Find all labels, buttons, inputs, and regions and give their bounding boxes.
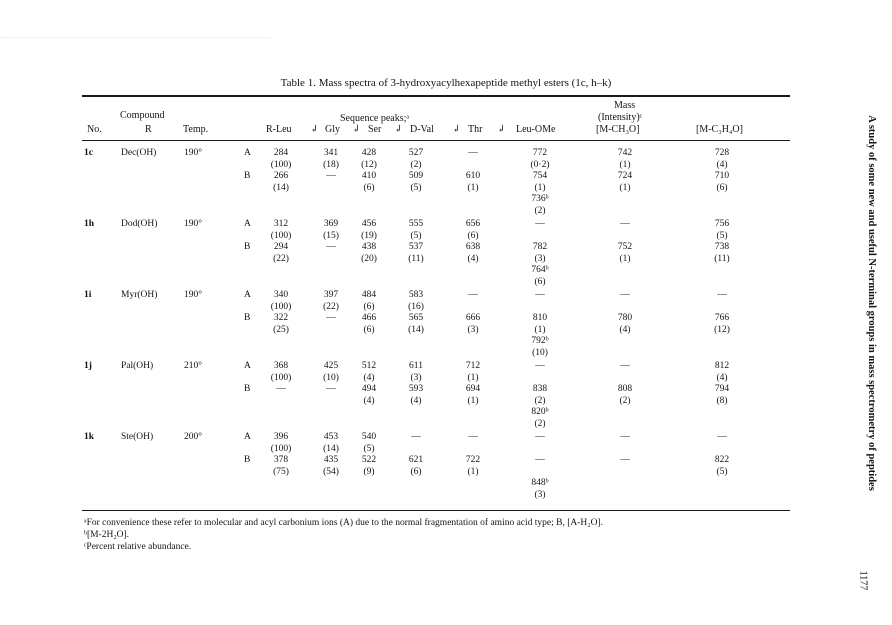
cell-no: 1h [84,219,95,229]
cell-d-val: (4) [410,396,422,406]
cell-m-ch3oh: (4) [619,325,631,335]
cell-m-ch3oh: — [620,361,630,371]
cell-m-c3h4o: 738 [714,242,730,252]
cell-leu-ome: 782 [532,242,548,252]
header-m-c3h4o: [M-C₃H₄O] [696,124,743,135]
cell-ser: (6) [363,183,375,193]
cell-thr: 694 [465,384,481,394]
cell-thr: 610 [465,171,481,181]
cell-gly: (14) [323,444,339,454]
cell-r-leu: (100) [270,373,292,383]
header-arrow-1: ↲ [310,124,319,135]
cell-ion-type: A [244,148,251,158]
header-gly: Gly [325,124,340,135]
cell-thr: — [468,290,478,300]
cell-ser: (6) [363,302,375,312]
cell-leu-ome: (2) [534,419,546,429]
cell-thr: 656 [465,219,481,229]
scan-artifact-line [0,37,270,39]
cell-m-c3h4o: (5) [716,467,728,477]
cell-d-val: 537 [408,242,424,252]
cell-r-leu: (14) [273,183,289,193]
cell-compound-r: Dod(OH) [121,219,158,229]
cell-m-c3h4o: (4) [716,160,728,170]
cell-d-val: (6) [410,467,422,477]
cell-m-c3h4o: (5) [716,231,728,241]
cell-no: 1k [84,432,95,442]
cell-m-c3h4o: (8) [716,396,728,406]
cell-m-ch3oh: — [620,219,630,229]
cell-d-val: 509 [408,171,424,181]
cell-ser: 512 [361,361,377,371]
cell-d-val: 555 [408,219,424,229]
header-compound: Compound [120,110,165,121]
cell-thr: (3) [467,325,479,335]
cell-leu-ome: — [535,361,545,371]
cell-m-c3h4o: 728 [714,148,730,158]
cell-thr: (1) [467,373,479,383]
cell-r-leu: 378 [273,455,289,465]
cell-gly: (10) [323,373,339,383]
header-thr: Thr [468,124,483,135]
cell-ion-type: B [244,313,251,323]
cell-ser: (6) [363,325,375,335]
cell-ser: 484 [361,290,377,300]
cell-m-c3h4o: (11) [714,254,730,264]
cell-r-leu: 396 [273,432,289,442]
header-m-ch3oh: [M-CH₃O] [596,124,640,135]
cell-m-ch3oh: (1) [619,254,631,264]
cell-ser: (19) [361,231,377,241]
cell-gly: — [326,242,336,252]
cell-leu-ome: (0·2) [530,160,550,170]
cell-d-val: 621 [408,455,424,465]
cell-m-c3h4o: (12) [714,325,730,335]
header-arrow-5: ↲ [497,124,506,135]
cell-leu-ome: (6) [534,277,546,287]
cell-ser: 410 [361,171,377,181]
cell-ser: (5) [363,444,375,454]
cell-d-val: 527 [408,148,424,158]
cell-compound-r: Myr(OH) [121,290,158,300]
header-intensity: (Intensity)ᶜ [598,112,643,123]
cell-m-ch3oh: 780 [617,313,633,323]
header-ser: Ser [368,124,382,135]
cell-gly: 453 [323,432,339,442]
cell-d-val: (5) [410,231,422,241]
cell-d-val: (3) [410,373,422,383]
header-sequence-peaks: Sequence peaks;ᵃ [340,113,410,124]
cell-m-c3h4o: — [717,290,727,300]
header-mass: Mass [614,100,636,111]
cell-leu-ome: 820ᵇ [531,407,549,417]
cell-leu-ome: 764ᵇ [531,265,549,275]
cell-r-leu: 312 [273,219,289,229]
cell-r-leu: (100) [270,231,292,241]
cell-r-leu: (100) [270,160,292,170]
header-r: R [145,124,152,135]
cell-m-c3h4o: — [717,432,727,442]
cell-ser: 456 [361,219,377,229]
cell-ion-type: B [244,171,251,181]
header-leu-ome: Leu-OMe [516,124,556,135]
cell-d-val: (14) [408,325,424,335]
cell-temp: 200° [184,432,203,442]
cell-r-leu: 266 [273,171,289,181]
cell-leu-ome: 754 [532,171,548,181]
table-title: Table 1. Mass spectra of 3-hydroxyacylhexapeptide methyl esters (1c, h–k) [280,77,612,89]
cell-r-leu: (75) [273,467,289,477]
cell-m-ch3oh: (1) [619,183,631,193]
cell-thr: — [468,148,478,158]
cell-gly: 341 [323,148,339,158]
cell-m-ch3oh: (2) [619,396,631,406]
cell-m-ch3oh: — [620,290,630,300]
cell-ser: 466 [361,313,377,323]
cell-r-leu: (25) [273,325,289,335]
cell-thr: (4) [467,254,479,264]
cell-ion-type: A [244,361,251,371]
cell-r-leu: 322 [273,313,289,323]
cell-m-ch3oh: — [620,432,630,442]
cell-r-leu: (100) [270,444,292,454]
cell-ser: 428 [361,148,377,158]
cell-gly: (15) [323,231,339,241]
cell-m-ch3oh: 724 [617,171,633,181]
cell-leu-ome: (3) [534,254,546,264]
cell-gly: — [326,171,336,181]
cell-thr: (1) [467,467,479,477]
cell-ion-type: B [244,455,251,465]
cell-d-val: (16) [408,302,424,312]
cell-d-val: (5) [410,183,422,193]
cell-ser: (4) [363,373,375,383]
cell-d-val: (2) [410,160,422,170]
cell-m-ch3oh: (1) [619,160,631,170]
header-arrow-4: ↲ [452,124,461,135]
header-arrow-3: ↲ [394,124,403,135]
cell-gly: (22) [323,302,339,312]
cell-m-ch3oh: 752 [617,242,633,252]
header-r-leu: R-Leu [266,124,292,135]
running-title-container [855,95,877,515]
cell-leu-ome: 848ᵇ [531,478,549,488]
cell-m-c3h4o: 710 [714,171,730,181]
cell-d-val: 611 [409,361,423,371]
cell-thr: 638 [465,242,481,252]
footnote-c: ᶜPercent relative abundance. [84,542,192,552]
cell-thr: (1) [467,396,479,406]
cell-leu-ome: 810 [532,313,548,323]
cell-gly: 397 [323,290,339,300]
cell-compound-r: Ste(OH) [121,432,154,442]
cell-d-val: — [411,432,421,442]
cell-ser: (4) [363,396,375,406]
cell-m-c3h4o: 766 [714,313,730,323]
cell-leu-ome: 792ᵇ [531,336,549,346]
footnote-a: ᵃFor convenience these refer to molecular and acyl carbonium ions (A) due to the normal fragmentation of amino acid type; B, [A-H₂O]. [84,518,603,528]
cell-gly: 425 [323,361,339,371]
cell-leu-ome: 838 [532,384,548,394]
cell-no: 1i [84,290,92,300]
cell-r-leu: (100) [270,302,292,312]
cell-ser: (12) [361,160,377,170]
cell-gly: — [326,313,336,323]
cell-compound-r: Dec(OH) [121,148,157,158]
cell-r-leu: 368 [273,361,289,371]
table-bottom-rule [82,510,790,511]
running-title: A study of some new and useful N-terminal groups in mass spectrometry of peptides [866,115,877,491]
cell-m-c3h4o: (6) [716,183,728,193]
cell-r-leu: — [276,384,286,394]
cell-leu-ome: (1) [534,325,546,335]
cell-m-c3h4o: 822 [714,455,730,465]
cell-thr: 666 [465,313,481,323]
cell-leu-ome: (10) [532,348,548,358]
cell-thr: (6) [467,231,479,241]
cell-leu-ome: 736ᵇ [531,194,549,204]
cell-m-c3h4o: 794 [714,384,730,394]
cell-temp: 190° [184,148,203,158]
cell-leu-ome: (2) [534,206,546,216]
cell-temp: 190° [184,219,203,229]
cell-m-ch3oh: — [620,455,630,465]
cell-thr: (1) [467,183,479,193]
cell-leu-ome: — [535,290,545,300]
cell-leu-ome: (3) [534,490,546,500]
table-header-rule [82,140,790,141]
cell-ser: 494 [361,384,377,394]
cell-no: 1c [84,148,93,158]
cell-leu-ome: — [535,219,545,229]
cell-ion-type: B [244,384,251,394]
cell-no: 1j [84,361,92,371]
cell-gly: 369 [323,219,339,229]
cell-r-leu: 294 [273,242,289,252]
cell-leu-ome: (1) [534,183,546,193]
header-d-val: D-Val [410,124,434,135]
cell-r-leu: 284 [273,148,289,158]
footnote-b: ᵇ[M-2H₂O]. [84,530,130,540]
cell-thr: — [468,432,478,442]
cell-d-val: 593 [408,384,424,394]
cell-temp: 210° [184,361,203,371]
cell-m-c3h4o: 756 [714,219,730,229]
cell-ion-type: A [244,432,251,442]
cell-leu-ome: (2) [534,396,546,406]
cell-leu-ome: — [535,455,545,465]
cell-m-c3h4o: (4) [716,373,728,383]
cell-ser: 522 [361,455,377,465]
cell-gly: (54) [323,467,339,477]
cell-ser: 438 [361,242,377,252]
cell-compound-r: Pal(OH) [121,361,154,371]
cell-gly: 435 [323,455,339,465]
header-temp: Temp. [183,124,209,135]
cell-temp: 190° [184,290,203,300]
cell-m-ch3oh: 742 [617,148,633,158]
cell-d-val: 583 [408,290,424,300]
cell-d-val: 565 [408,313,424,323]
cell-ser: (20) [361,254,377,264]
cell-ser: 540 [361,432,377,442]
header-no: No. [87,124,102,135]
cell-ion-type: A [244,290,251,300]
cell-m-c3h4o: 812 [714,361,730,371]
cell-thr: 722 [465,455,481,465]
table-top-rule [82,95,790,97]
header-arrow-2: ↲ [352,124,361,135]
cell-leu-ome: 772 [532,148,548,158]
cell-r-leu: (22) [273,254,289,264]
cell-ion-type: A [244,219,251,229]
cell-thr: 712 [465,361,481,371]
page-number: 1177 [857,570,869,591]
cell-ser: (9) [363,467,375,477]
cell-gly: — [326,384,336,394]
cell-leu-ome: — [535,432,545,442]
cell-gly: (18) [323,160,339,170]
cell-ion-type: B [244,242,251,252]
cell-d-val: (11) [408,254,424,264]
cell-r-leu: 340 [273,290,289,300]
cell-m-ch3oh: 808 [617,384,633,394]
